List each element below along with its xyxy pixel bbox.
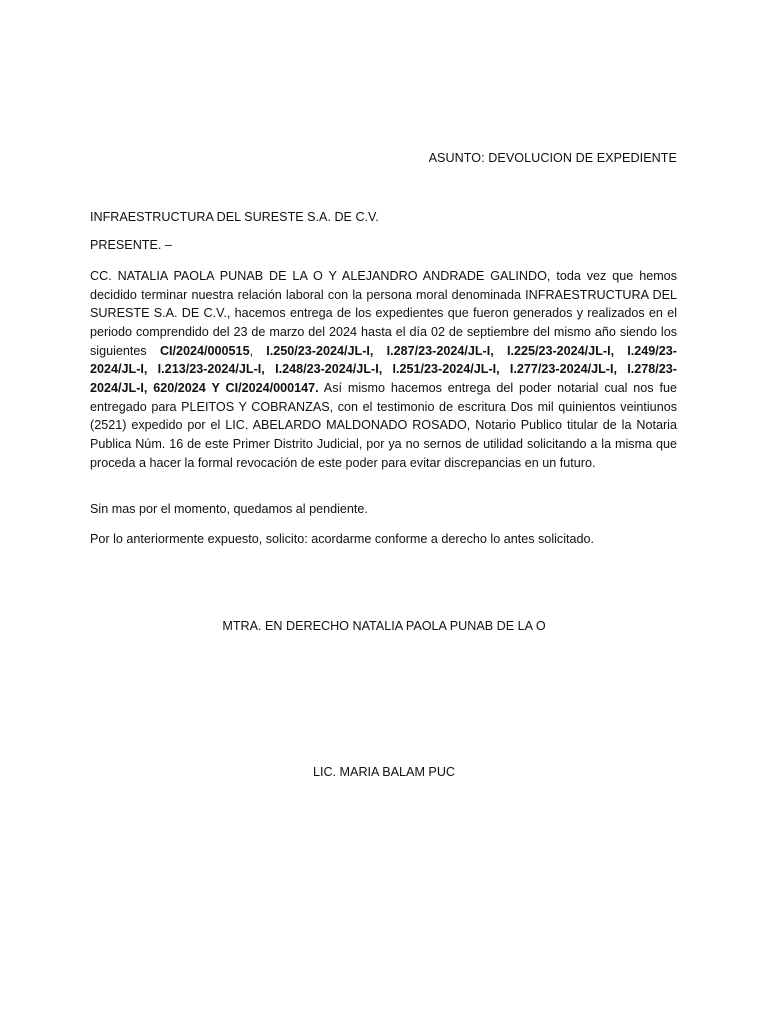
addressee: INFRAESTRUCTURA DEL SURESTE S.A. DE C.V. [90, 210, 379, 224]
request-line: Por lo anteriormente expuesto, solicito: acordarme conforme a derecho lo antes solicitado. [90, 532, 595, 546]
subject-line: ASUNTO: DEVOLUCION DE EXPEDIENTE [428, 151, 677, 165]
body-continuation: Así mismo hacemos entrega del poder notarial cual nos fue entregado para PLEITOS Y COBRANZAS, con el testimonio de escritura Dos mil quinientos veintiunos (2521) expedido por el LIC. ABELARDO MALDONADO ROSADO, Notario Publico titular de la Notaria Publica Núm. 16 de este Primer Distrito Judicial, por ya no sernos de utilidad solicitando a la misma que proceda a hacer la formal revocación de este poder para evitar discrepancias en un futuro. [90, 380, 677, 470]
signature-name-2: LIC. MARIA BALAM PUC [312, 765, 456, 779]
body-intro: CC. NATALIA PAOLA PUNAB DE LA O Y ALEJANDRO ANDRADE GALINDO, toda vez que hemos decidido terminar nuestra relación laboral con la persona moral denominada INFRAESTRUCTURA DEL SURESTE S.A. DE C.V., hacemos entrega de los expedientes que fueron generados y realizados en el periodo comprendido del 23 de marzo del 2024 hasta el día 02 de septiembre del mismo año siendo los siguientes [90, 269, 677, 358]
case-separator: , [249, 343, 267, 358]
body-paragraph [90, 267, 677, 472]
case-list: I.250/23-2024/JL-I, I.287/23-2024/JL-I, I.225/23-2024/JL-I, I.249/23-2024/JL-I, I.213/23-2024/JL-I, I.248/23-2024/JL-I, I.251/23-2024/JL-I, I.277/23-2024/JL-I, I.278/23-2024/JL-I, 620/2024 Y CI/2024/000147. [90, 343, 677, 395]
case-first: CI/2024/000515 [159, 343, 250, 358]
signature-name-1: MTRA. EN DERECHO NATALIA PAOLA PUNAB DE LA O [222, 619, 546, 633]
closing-line: Sin mas por el momento, quedamos al pendiente. [90, 502, 368, 516]
present-line: PRESENTE. – [90, 238, 172, 252]
